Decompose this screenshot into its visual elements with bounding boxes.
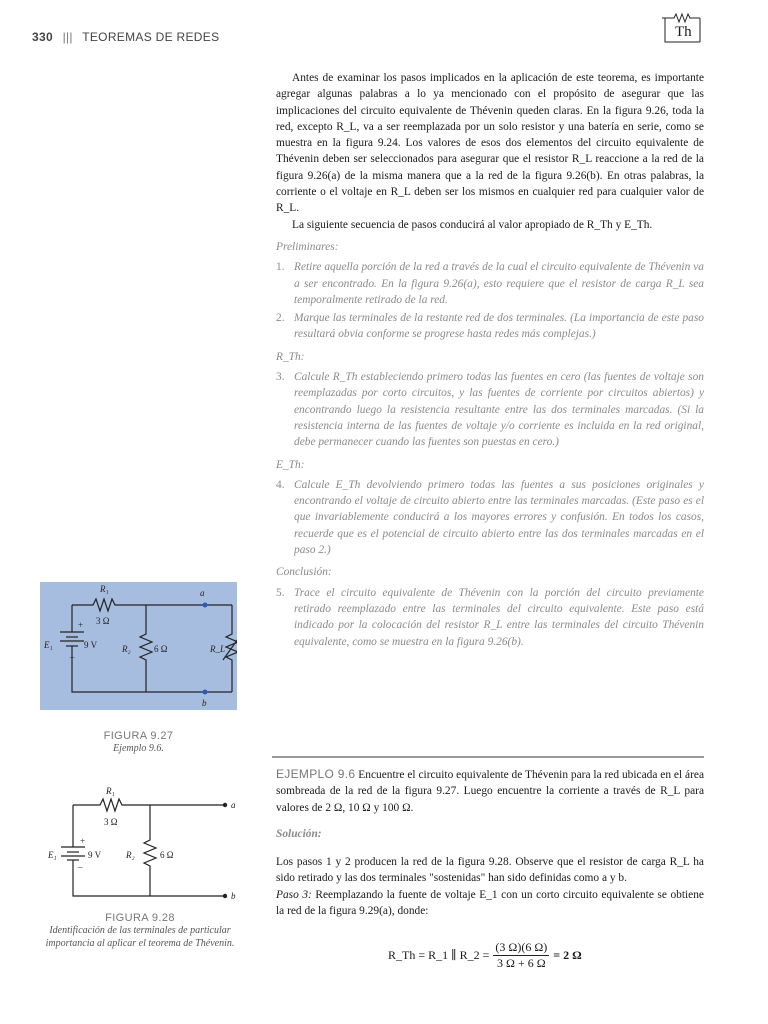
fig2-source-value: 9 V [88, 850, 102, 860]
fig2-source-label: E₁ [48, 850, 57, 860]
fig2-plus: + [80, 836, 86, 846]
step3-text: Reemplazando la fuente de voltaje E_1 con un corto circuito equivalente se obtiene la red de la figura 9.29(a), donde: [276, 888, 704, 918]
fig2-terminal-a: a [231, 800, 236, 810]
intro-paragraph: Antes de examinar los pasos implicados en la aplicación de este teorema, es importante agregar algunas palabras a lo ya mencionado con el propósito de asegurar que las implicaciones del circuito equivalente de Thévenin queden claras. En la figura 9.26, toda la red, excepto R_L, va a ser reemplazada por un solo resistor y una batería en serie, como se muestra en la figura 9.24. Los valores de esos dos elementos del circuito equivalente de Thévenin deben ser seleccionados para asegurar que el resistor R_L reaccione a la red de la figura 9.26(a) de la misma manera que a la red de la figura 9.26(b). En otras palabras, la corriente o el voltaje en R_L deben ser los mismos en cualquier red para cualquier valor de R_L. [276, 72, 704, 215]
fig1-plus: + [78, 620, 84, 630]
fig2-r1-value: 3 Ω [104, 817, 118, 827]
solution-text: Los pasos 1 y 2 producen la red de la figura 9.28. Observe que el resistor de carga R_L ha sido retirado y las dos terminales "sostenidas" han sido definidas como a y b. [276, 856, 704, 885]
fig1-minus: – [70, 652, 75, 662]
formula-numerator: (3 Ω)(6 Ω) [495, 940, 548, 954]
step-item: 2. Marque las terminales de la restante red de dos terminales. (La importancia de este paso resultará obvia conforme se progrese hasta redes más complejas.) [276, 312, 704, 341]
fig2-r1-label: R₁ [106, 786, 115, 796]
fig2-caption: FIGURA 9.28 [105, 912, 175, 924]
fig1-source-label: E₁ [44, 640, 53, 650]
formula-denominator: 3 Ω + 6 Ω [497, 956, 546, 970]
example-block [276, 766, 704, 919]
figure-9-28 [40, 782, 240, 908]
figure-9-28-caption [30, 912, 250, 950]
example-statement: Encuentre el circuito equivalente de Thévenin para la red ubicada en el área sombreada de la red de la figura 9.27. Luego encuentre la corriente a través de R_L para valores de 2 Ω, 10 Ω y 100 Ω. [276, 769, 704, 814]
page-number: 330 [32, 30, 53, 44]
step-item: 1. Retire aquella porción de la red a través de la cual el circuito equivalente de Thévenin va a ser encontrado. En la figura 9.26(a), esto requiere que el resistor de carga R_L sea temporalmente retirado de la red. [276, 261, 704, 306]
fig1-rl-label: R_L [210, 644, 226, 654]
fig1-r1-label: R₁ [100, 584, 109, 594]
section-heading-rth: R_Th: [276, 350, 305, 363]
divider [272, 756, 704, 758]
example-label: EJEMPLO 9.6 [276, 767, 356, 781]
figure-9-27 [40, 582, 237, 710]
step3-label: Paso 3: [276, 888, 312, 901]
fig2-minus: – [78, 862, 83, 872]
fig1-r1-value: 3 Ω [96, 616, 110, 626]
chapter-title: TEOREMAS DE REDES [82, 30, 220, 44]
solution-heading: Solución: [276, 827, 322, 840]
fig1-terminal-a: a [200, 588, 205, 598]
fig1-source-value: 9 V [84, 640, 98, 650]
header-separator: ||| [62, 30, 73, 44]
rth-formula [388, 940, 582, 971]
sequence-paragraph: La siguiente secuencia de pasos conducirá al valor apropiado de R_Th y E_Th. [292, 218, 653, 231]
fig1-description: Ejemplo 9.6. [113, 743, 164, 754]
section-heading-preliminares: Preliminares: [276, 240, 339, 253]
fig1-terminal-b: b [202, 698, 207, 708]
section-heading-eth: E_Th: [276, 458, 305, 471]
step-item: 5. Trace el circuito equivalente de Thévenin con la porción del circuito previamente retirado reemplazado entre las terminales del circuito equivalente. Este paso está indicado por la colocación del resistor R_L entre las terminales del circuito Thévenin equivalente, como se muestra en la figura 9.26(b). [276, 586, 704, 648]
fig1-r2-value: 6 Ω [154, 644, 168, 654]
fig1-r2-label: R₂ [122, 644, 131, 654]
logo-text: Th [675, 24, 692, 40]
step-item: 4. Calcule E_Th devolviendo primero todas las fuentes a sus posiciones originales y encontrando el voltaje de circuito abierto entre las terminales marcadas. (Este paso es el que invariablemente conducirá a los mayores errores y confusión. En todos los casos, recuerde que es el potencial de circuito abierto entre las dos terminales marcadas en el paso 2.) [276, 478, 704, 557]
fig2-r2-value: 6 Ω [160, 850, 174, 860]
fig1-caption: FIGURA 9.27 [103, 730, 174, 742]
fig2-r2-label: R₂ [126, 850, 135, 860]
formula-lhs: R_Th = R_1 ∥ R_2 = [388, 948, 490, 962]
section-heading-conclusion: Conclusión: [276, 566, 332, 579]
figure-9-27-caption [40, 730, 237, 755]
fig2-terminal-b: b [231, 891, 236, 901]
page-header [32, 30, 219, 44]
formula-result: = 2 Ω [553, 948, 582, 962]
main-text [276, 70, 704, 652]
step-item: 3. Calcule R_Th estableciendo primero todas las fuentes en cero (las fuentes de voltaje son reemplazadas por corto circuitos, y las fuentes de corriente por circuitos abiertos) y encontrando luego la resistencia resultante entre las dos terminales marcadas. (Si la resistencia interna de las fuentes de voltaje y/o corriente es incluida en la red original, debe permanecer cuando las fuentes son puestas en cero.) [276, 371, 704, 449]
fig2-description: Identificación de las terminales de particular importancia al aplicar el teorema de Thévenin. [45, 925, 235, 949]
thevenin-logo-icon [660, 12, 704, 44]
